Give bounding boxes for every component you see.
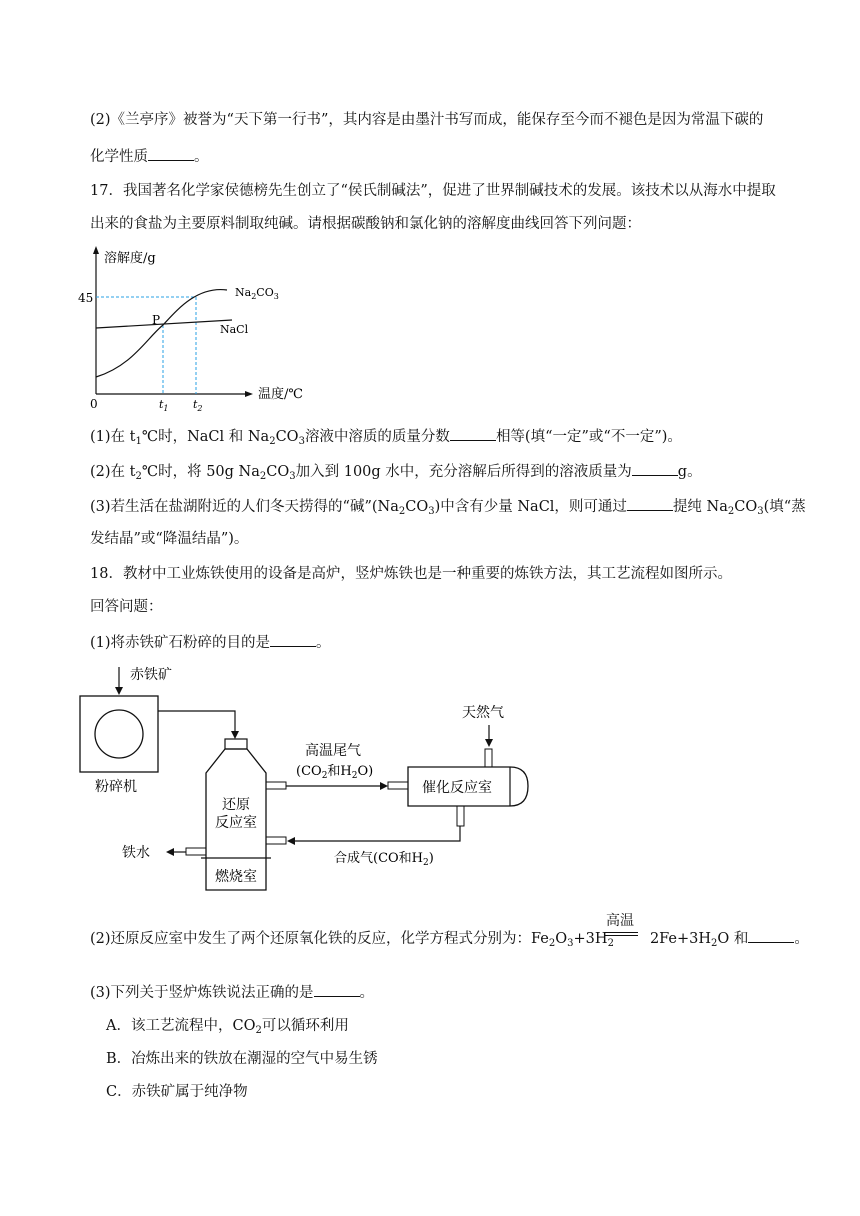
text: O 和 xyxy=(717,931,749,947)
text: CO xyxy=(405,499,429,515)
subscript: 2 xyxy=(135,471,142,482)
catalytic-inlet-port xyxy=(388,782,408,789)
text: CO xyxy=(266,464,290,480)
iron-outlet-port xyxy=(186,848,206,855)
q18-part2 xyxy=(90,928,809,954)
exhaust-arrowhead xyxy=(380,782,388,790)
process-diagram xyxy=(70,655,550,895)
text: O xyxy=(555,931,568,947)
text: )中含有少量 NaCl，则可通过 xyxy=(434,499,627,515)
subscript: 2 xyxy=(423,858,429,868)
text: O) xyxy=(357,764,374,779)
nacl-curve xyxy=(96,320,232,328)
text: (2)还原反应室中发生了两个还原氧化铁的反应，化学方程式分别为：Fe xyxy=(90,931,549,947)
subscript: 2 xyxy=(259,471,267,482)
option-b: B．冶炼出来的铁放在潮湿的空气中易生锈 xyxy=(106,1051,378,1067)
text: ℃时，NaCl 和 Na xyxy=(141,429,270,445)
answer-blank xyxy=(450,426,496,441)
syngas-port xyxy=(457,806,464,826)
catalytic-label: 催化反应室 xyxy=(422,780,492,796)
natural-gas-label: 天然气 xyxy=(462,705,504,721)
exhaust-port xyxy=(266,782,286,789)
text: +3H xyxy=(573,931,608,947)
crusher-to-furnace-line xyxy=(158,711,235,733)
q17-part3-line1 xyxy=(90,496,806,522)
text: 。 xyxy=(316,635,331,651)
subscript: 2 xyxy=(251,292,257,301)
x-axis-arrow xyxy=(245,391,253,397)
subscript: 2 xyxy=(321,771,328,781)
text: (2)在 t xyxy=(90,464,136,480)
q16-part2-line2 xyxy=(90,146,209,167)
q17-part3-line2: 发结晶”或“降温结晶”)。 xyxy=(90,531,249,547)
option-a xyxy=(106,1016,349,1041)
answer-blank xyxy=(314,982,360,997)
text: 。 xyxy=(359,985,375,1001)
ore-arrowhead xyxy=(115,687,123,695)
crusher-to-furnace-arrowhead xyxy=(231,731,239,739)
syngas-inlet-port xyxy=(266,837,286,844)
text: (3)下列关于竖炉炼铁说法正确的是 xyxy=(90,985,314,1001)
text: 相等(填“一定”或“不一定”)。 xyxy=(495,429,682,445)
answer-blank xyxy=(148,146,194,161)
text: A．该工艺流程中，CO xyxy=(106,1018,256,1034)
text: 化学性质 xyxy=(90,149,148,165)
answer-blank xyxy=(270,632,316,647)
y-axis-arrow xyxy=(93,246,99,254)
text: (1)在 t xyxy=(90,429,136,445)
na2co3-label xyxy=(235,286,279,301)
subscript: 2 xyxy=(255,1025,262,1036)
subscript: 3 xyxy=(428,506,435,517)
y-tick-45: 45 xyxy=(78,291,94,305)
syngas-label xyxy=(334,850,434,868)
reduction-label-1: 还原 xyxy=(222,797,250,813)
q18-stem: 18．教材中工业炼铁使用的设备是高炉，竖炉炼铁也是一种重要的炼铁方法，其工艺流程如图所示。 xyxy=(90,566,732,582)
q17-stem-line1: 17．我国著名化学家侯德榜先生创立了“侯氏制碱法”，促进了世界制碱技术的发展。该技术以从海水中提取 xyxy=(90,183,776,199)
subscript: 3 xyxy=(273,292,279,301)
text: (填“蒸 xyxy=(763,499,806,515)
ore-label: 赤铁矿 xyxy=(130,667,172,683)
nacl-label: NaCl xyxy=(220,323,249,336)
text: 可以循环利用 xyxy=(261,1018,349,1034)
answer-blank xyxy=(748,928,794,943)
reduction-label-2: 反应室 xyxy=(215,815,257,831)
na2co3-curve xyxy=(96,290,227,377)
iron-arrowhead xyxy=(166,848,174,856)
natural-gas-arrowhead xyxy=(485,739,493,747)
solubility-chart xyxy=(72,238,322,418)
answer-blank xyxy=(632,461,678,476)
text: 和H xyxy=(327,764,352,779)
natural-gas-port xyxy=(485,749,492,767)
exhaust-label-1: 高温尾气 xyxy=(305,743,361,759)
exhaust-label-2 xyxy=(296,764,373,781)
subscript: 3 xyxy=(289,471,296,482)
text: t xyxy=(193,398,198,411)
text: (CO xyxy=(296,764,322,779)
subscript: 2 xyxy=(351,771,358,781)
answer-blank xyxy=(627,496,673,511)
text: 溶液中溶质的质量分数 xyxy=(304,429,450,445)
q18-part1 xyxy=(90,632,331,653)
text: CO xyxy=(256,286,274,299)
origin-label: 0 xyxy=(90,397,98,411)
subscript: 2 xyxy=(727,506,735,517)
text: 。 xyxy=(794,931,809,947)
text: 加入到 100g 水中，充分溶解后所得到的溶液质量为 xyxy=(295,464,632,480)
subscript: 1 xyxy=(163,404,169,413)
text: (3)若生活在盐湖附近的人们冬天捞得的“碱”(Na xyxy=(90,499,399,515)
option-c: C．赤铁矿属于纯净物 xyxy=(106,1084,248,1100)
text: 合成气(CO和H xyxy=(334,851,424,866)
q16-part2-line1: (2)《兰亭序》被誉为“天下第一行书”，其内容是由墨汁书写而成，能保存至今而不褪色是因为常温下碳的 xyxy=(90,112,764,128)
text: ) xyxy=(428,851,434,866)
text: CO xyxy=(734,499,758,515)
text: CO xyxy=(275,429,299,445)
subscript: 2 xyxy=(607,938,614,949)
text: 2Fe+3H xyxy=(649,931,712,947)
burn-chamber-label: 燃烧室 xyxy=(215,869,257,885)
crusher-box xyxy=(80,696,158,772)
point-p-label: P xyxy=(152,313,161,327)
text: ℃时，将 50g Na xyxy=(141,464,260,480)
furnace-cap xyxy=(225,739,247,749)
subscript: 2 xyxy=(197,404,203,413)
text: Na xyxy=(235,286,252,299)
q17-part2 xyxy=(90,461,702,487)
subscript: 3 xyxy=(567,938,574,949)
t2-label xyxy=(193,398,203,413)
text: (1)将赤铁矿石粉碎的目的是 xyxy=(90,635,271,651)
syngas-line xyxy=(294,826,460,841)
subscript: 3 xyxy=(757,506,764,517)
q17-part1 xyxy=(90,426,682,452)
t1-label xyxy=(159,398,169,413)
text: 。 xyxy=(194,149,209,165)
y-axis-label: 溶解度/g xyxy=(104,251,156,266)
crusher-label: 粉碎机 xyxy=(95,779,137,795)
text: 提纯 Na xyxy=(672,499,728,515)
subscript: 2 xyxy=(548,938,556,949)
q18-answer-prompt: 回答问题： xyxy=(90,599,163,615)
iron-label: 铁水 xyxy=(122,845,150,861)
syngas-arrowhead xyxy=(287,837,295,845)
q18-part3 xyxy=(90,982,374,1003)
x-axis-label: 温度/℃ xyxy=(258,387,303,402)
subscript: 2 xyxy=(269,436,276,447)
text: t xyxy=(159,398,164,411)
subscript: 1 xyxy=(135,436,142,447)
reaction-condition: 高温 xyxy=(606,913,634,929)
crusher-wheel xyxy=(95,710,143,758)
subscript: 2 xyxy=(398,506,406,517)
subscript: 2 xyxy=(711,938,718,949)
text: g。 xyxy=(677,464,702,480)
subscript: 3 xyxy=(298,436,305,447)
q17-stem-line2: 出来的食盐为主要原料制取纯碱。请根据碳酸钠和氯化钠的溶解度曲线回答下列问题： xyxy=(90,216,641,232)
